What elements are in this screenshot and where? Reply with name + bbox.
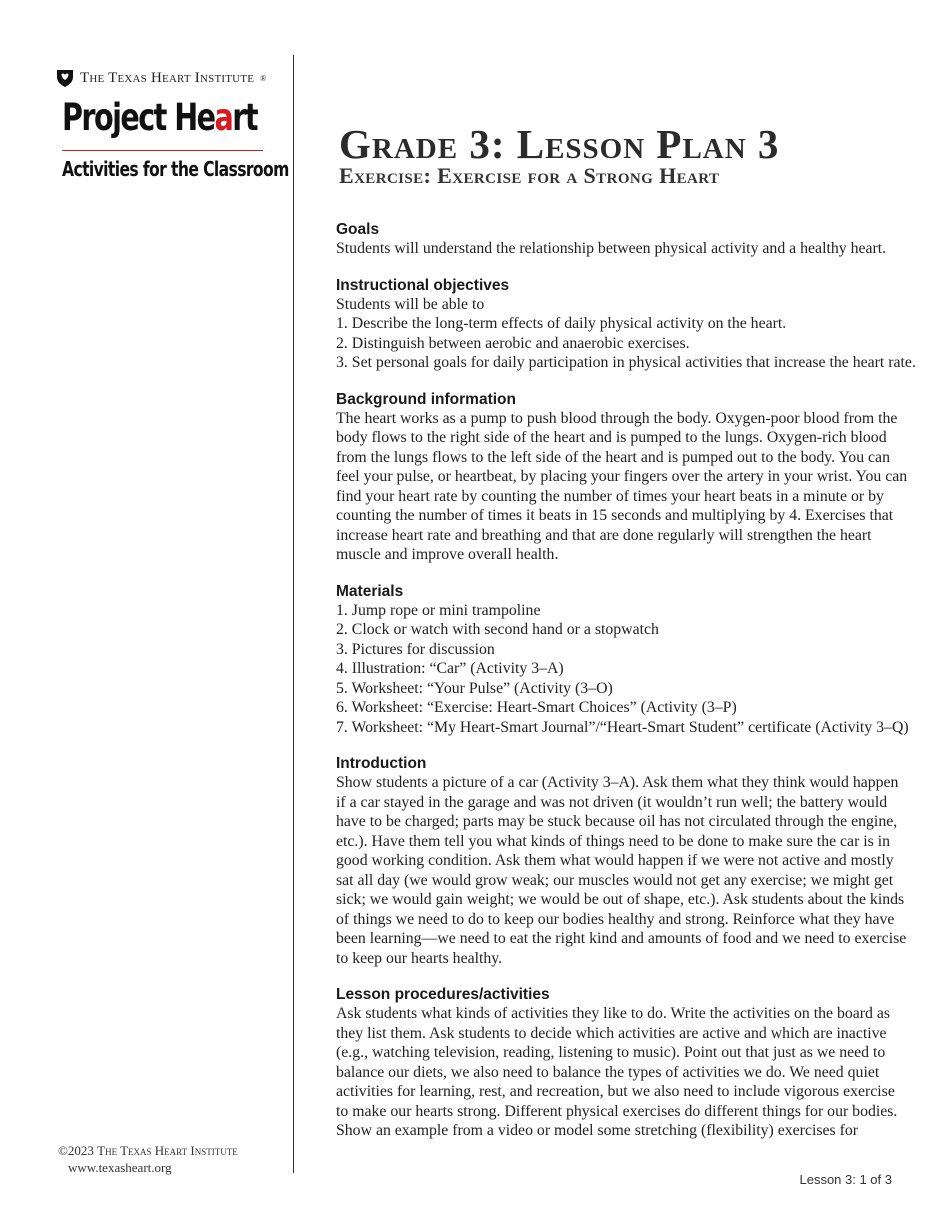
- list-item: 3. Set personal goals for daily participation in physical activities that increase the heart rate.: [336, 354, 916, 371]
- institute-name: The Texas Heart Institute: [80, 69, 255, 86]
- list-item: 7. Worksheet: “My Heart-Smart Journal”/“Heart-Smart Student” certificate (Activity 3–Q): [336, 718, 909, 736]
- copyright-prefix: ©2023: [58, 1143, 94, 1158]
- sidebar: [0, 0, 293, 1230]
- background-section: [336, 390, 911, 565]
- introduction-text: Show students a picture of a car (Activity 3–A). Ask them what they think would happen if a car stayed in the garage and was not driven (it wouldn’t run well; the battery would have to be charged; parts may be stuck because oil has not circulated through the engine, etc.). Have them tell you what kinds of things need to be done to make sure the car is in good working condition. Ask them what would happen if we were not active and mostly sat all day (we would grow weak; our muscles would not get any exercise; we might get sick; we would gain weight; we would be out of shape, etc.). Ask students about the kinds of things we need to do to keep our bodies healthy and strong. Reinforce what they have been learning—we need to eat the right kind and amounts of food and we need to exercise to keep our hearts healthy.: [336, 774, 907, 967]
- list-item: 1. Describe the long-term effects of daily physical activity on the heart.: [336, 315, 787, 332]
- program-subtitle: Activities for the Classroom: [62, 157, 289, 181]
- objectives-heading: Instructional objectives: [336, 276, 510, 294]
- objectives-section: [336, 276, 916, 373]
- procedures-heading: Lesson procedures/activities: [336, 986, 550, 1003]
- procedures-section: [336, 985, 911, 1141]
- website-link[interactable]: www.texasheart.org: [68, 1160, 172, 1175]
- materials-list: [336, 601, 911, 738]
- goals-section: [336, 220, 911, 259]
- heart-shield-icon: [56, 68, 74, 88]
- program-title-heart-letter: a: [214, 96, 233, 139]
- list-item: 2. Clock or watch with second hand or a stopwatch: [336, 621, 659, 638]
- trademark-mark: ®: [260, 73, 267, 83]
- program-title-part2: rt: [232, 96, 258, 139]
- list-item: 6. Worksheet: “Exercise: Heart-Smart Choices” (Activity (3–P): [336, 699, 737, 716]
- objectives-list: [336, 314, 916, 373]
- copyright-org: The Texas Heart Institute: [97, 1143, 238, 1158]
- lesson-content: [336, 220, 916, 1158]
- program-title-part1: Project He: [62, 96, 215, 139]
- materials-section: [336, 582, 911, 738]
- logo-divider: [62, 150, 263, 151]
- introduction-heading: Introduction: [336, 755, 427, 772]
- goals-heading: Goals: [336, 221, 380, 238]
- copyright-block: [58, 1142, 238, 1176]
- institute-header: [56, 68, 266, 88]
- objectives-intro: Students will be able to: [336, 295, 485, 313]
- materials-heading: Materials: [336, 582, 404, 600]
- introduction-section: [336, 754, 911, 968]
- background-text: The heart works as a pump to push blood through the body. Oxygen-poor blood from the body flows to the right side of the heart and is pumped to the lungs. Oxygen-rich blood from the lungs flows to the left side of the heart and is pumped out to the body. You can feel your pulse, or heartbeat, by placing your fingers over the artery in your wrist. You can find your heart rate by counting the number of times your heart beats in a minute or by counting the number of times it beats in 15 seconds and multiplying by 4. Exercises that increase heart rate and breathing and that are done regularly will strengthen the heart muscle and improve overall health.: [336, 409, 908, 563]
- sidebar-divider: [293, 55, 294, 1173]
- lesson-subtitle: Exercise: Exercise for a Strong Heart: [339, 163, 720, 188]
- list-item: 5. Worksheet: “Your Pulse” (Activity (3–O): [336, 679, 613, 697]
- list-item: 3. Pictures for discussion: [336, 640, 495, 658]
- program-logo-title: [62, 96, 257, 139]
- goals-text: Students will understand the relationship between physical activity and a healthy heart.: [336, 240, 887, 257]
- list-item: 4. Illustration: “Car” (Activity 3–A): [336, 660, 564, 677]
- lesson-title: Grade 3: Lesson Plan 3: [339, 121, 780, 167]
- background-heading: Background information: [336, 390, 516, 408]
- list-item: 1. Jump rope or mini trampoline: [336, 601, 541, 619]
- page-number: Lesson 3: 1 of 3: [799, 1172, 892, 1187]
- list-item: 2. Distinguish between aerobic and anaerobic exercises.: [336, 334, 690, 352]
- procedures-text: Ask students what kinds of activities they like to do. Write the activities on the board as they list them. Ask students to decide which activities are active and which are inactive (e.g., watching television, reading, listening to music). Point out that just as we need to balance our diets, we also need to balance the types of activities we do. We need quiet activities for learning, rest, and recreation, but we also need to include vigorous exercise to make our hearts strong. Different physical exercises do different things for our bodies. Show an example from a video or model some stretching (flexibility) exercises for: [336, 1005, 898, 1139]
